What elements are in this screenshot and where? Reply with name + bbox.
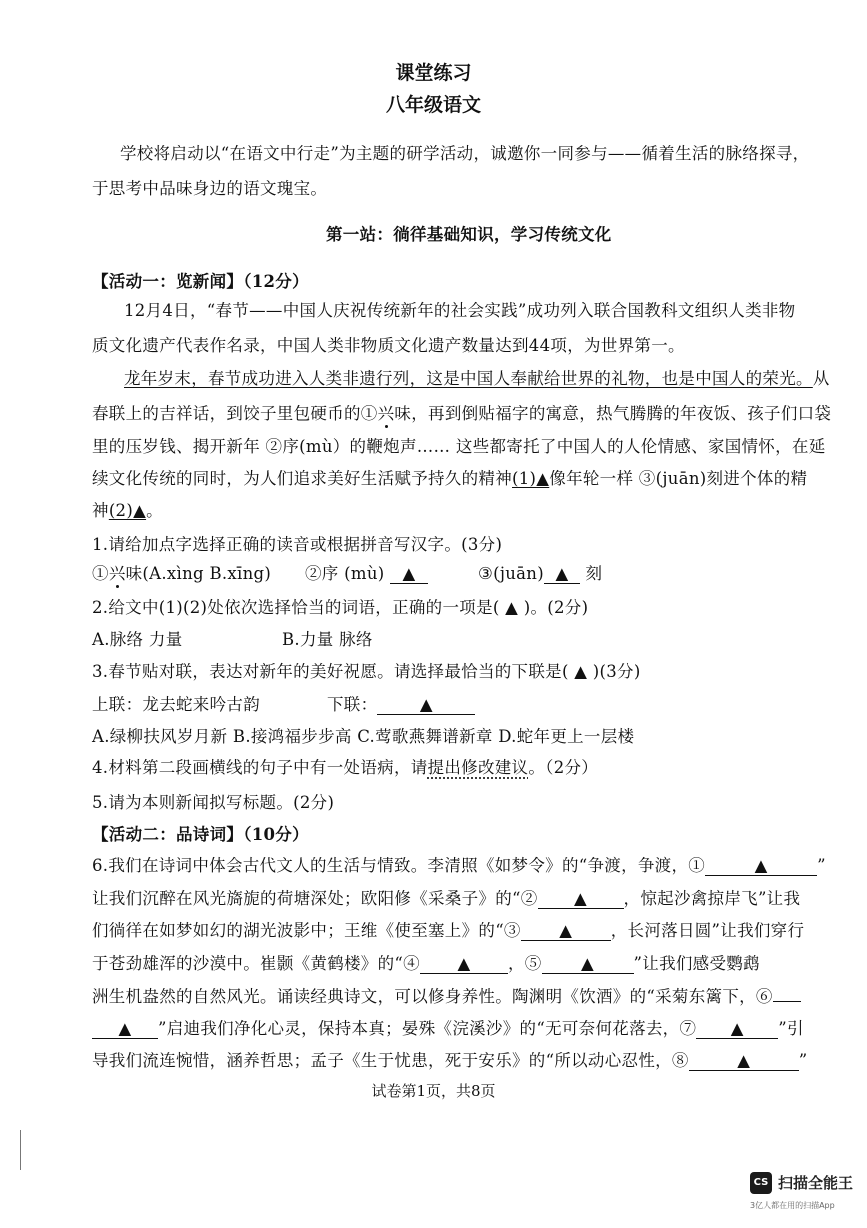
question-1-option-2: ②序 (mù) ▲ (305, 560, 428, 584)
blank-2: (2)▲ (108, 501, 147, 520)
answer-blank: ▲ (377, 695, 475, 715)
scan-edge-line (20, 1130, 21, 1170)
poetry-line-5: 洲生机盎然的自然风光。诵读经典诗文，可以修身养性。陶渊明《饮酒》的“采菊东篱下，⑥ (92, 983, 801, 1007)
question-2-option-a: A.脉络 力量 (92, 630, 183, 649)
poetry-line-1: 6.我们在诗词中体会古代文人的生活与情致。李清照《如梦令》的“争渡，争渡，① ▲ ” (92, 856, 826, 875)
dotted-char: 兴 (377, 404, 395, 423)
question-1-option-3: ③(juān) ▲ 刻 (478, 564, 603, 583)
page-title: 课堂练习 (395, 62, 472, 84)
watermark-tagline: 3亿人都在用的扫描App (750, 1201, 835, 1210)
answer-blank: ▲ (92, 1019, 158, 1039)
answer-blank: ▲ (544, 564, 580, 584)
question-3-options: A.绿柳扶风岁月新 B.接鸿福步步高 C.莺歌燕舞谱新章 D.蛇年更上一层楼 (92, 727, 635, 746)
news-paragraph-1-line-2: 质文化遗产代表作名录，中国人类非物质文化遗产数量达到44项，为世界第一。 (92, 336, 685, 355)
underlined-sentence: 龙年岁末，春节成功进入人类非遗行列，这是中国人奉献给世界的礼物，也是中国人的荣光。 (124, 369, 813, 388)
news-paragraph-2-line-2: 春联上的吉祥话，到饺子里包硬币的①兴味，再到倒贴福字的寓意，热气腾腾的年夜饭、孩子们口袋 (92, 404, 832, 423)
blank-1: (1)▲ (512, 469, 550, 488)
poetry-line-4: 于苍劲雄浑的沙漠中。崔颢《黄鹤楼》的“④ ▲ ，⑤ ▲ ”让我们感受鹦鹉 (92, 954, 760, 973)
station-heading: 第一站：徜徉基础知识，学习传统文化 (326, 225, 612, 244)
question-3: 3.春节贴对联，表达对新年的美好祝愿。请选择最恰当的下联是( ▲ )(3分) (92, 662, 641, 681)
intro-line-2: 于思考中品味身边的语文瑰宝。 (92, 179, 328, 198)
question-2: 2.给文中(1)(2)处依次选择恰当的词语，正确的一项是( ▲ )。(2分) (92, 598, 589, 617)
question-1: 1.请给加点字选择正确的读音或根据拼音写汉字。(3分) (92, 535, 503, 554)
answer-blank: ▲ (521, 921, 611, 941)
news-paragraph-2-line-1: 龙年岁末，春节成功进入人类非遗行列，这是中国人奉献给世界的礼物，也是中国人的荣光。从 (124, 369, 830, 388)
question-2-option-b: B.力量 脉络 (282, 630, 373, 649)
answer-blank: ▲ (390, 564, 428, 584)
poetry-line-7: 导我们流连惋惜，涵养哲思；孟子《生于忧患，死于安乐》的“所以动心忍性，⑧ ▲ ” (92, 1051, 808, 1070)
news-paragraph-2-line-3: 里的压岁钱、揭开新年 ②序(mù）的鞭炮声…… 这些都寄托了中国人的人伦情感、家国情怀，在延 (92, 437, 826, 456)
camscanner-logo-icon: CS (750, 1172, 772, 1194)
scanner-watermark (750, 1172, 860, 1220)
answer-blank: ▲ (542, 954, 634, 974)
news-paragraph-2-line-5: 神(2)▲。 (92, 501, 163, 520)
poetry-line-2: 让我们沉醉在风光旖旎的荷塘深处；欧阳修《采桑子》的“② ▲ ，惊起沙禽掠岸飞”让我 (92, 889, 801, 908)
news-paragraph-1-line-1: 12月4日，“春节——中国人庆祝传统新年的社会实践”成功列入联合国教科文组织人类非物 (124, 301, 796, 320)
poetry-line-3: 们徜徉在如梦如幻的湖光波影中；王维《使至塞上》的“③ ▲ ，长河落日圆”让我们穿行 (92, 921, 805, 940)
answer-blank: ▲ (420, 954, 508, 974)
page-subtitle: 八年级语文 (385, 94, 481, 116)
couplet-lower: 下联： ▲ (327, 691, 475, 715)
answer-blank (773, 1001, 801, 1002)
intro-line-1: 学校将启动以“在语文中行走”为主题的研学活动，诚邀你一同参与——循着生活的脉络探寻， (120, 144, 810, 163)
answer-blank: ▲ (705, 856, 817, 876)
question-5: 5.请为本则新闻拟写标题。(2分) (92, 793, 335, 812)
answer-blank: ▲ (696, 1019, 778, 1039)
couplet-upper: 上联：龙去蛇来吟古韵 (92, 695, 260, 714)
news-paragraph-2-line-4: 续文化传统的同时，为人们追求美好生活赋予持久的精神(1)▲像年轮一样 ③(juān)刻进个体的精 (92, 469, 808, 488)
question-1-options: ①兴味(A.xìng B.xīng) (92, 564, 272, 583)
answer-blank: ▲ (689, 1051, 799, 1071)
page-footer: 试卷第1页，共8页 (371, 1082, 496, 1100)
watermark-name: 扫描全能王 (778, 1174, 854, 1192)
activity1-heading: 【活动一：览新闻】（12分） (92, 272, 309, 291)
dotted-char: 兴 (108, 564, 126, 583)
poetry-line-6: ▲ ”启迪我们净化心灵，保持本真；晏殊《浣溪沙》的“无可奈何花落去，⑦ ▲ ”引 (92, 1015, 804, 1039)
answer-blank: ▲ (538, 889, 624, 909)
activity2-heading: 【活动二：品诗词】（10分） (92, 825, 309, 844)
question-4: 4.材料第二段画横线的句子中有一处语病，请提出修改建议。（2分） (92, 758, 599, 777)
